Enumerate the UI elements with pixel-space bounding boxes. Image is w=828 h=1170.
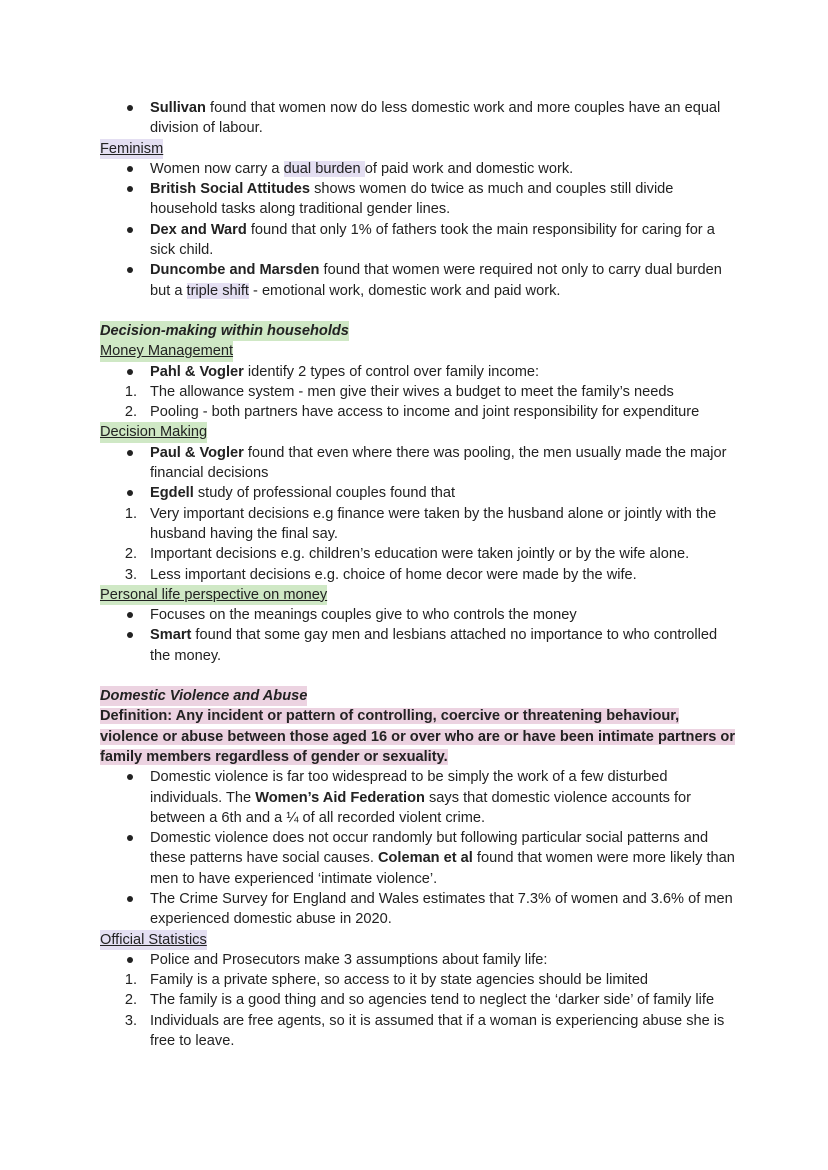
official-list [100, 950, 740, 970]
definition-text: Definition: Any incident or pattern of controlling, coercive or threatening behaviour, violence or abuse between those aged 16 or over who are or have been intimate partners or family members regardless of gender or sexuality. [100, 708, 736, 765]
document-content [100, 98, 740, 1051]
bold-term: Smart [150, 627, 192, 644]
decision-making-title: Decision-making within households [100, 321, 349, 341]
list-item [100, 950, 740, 970]
bullet-list [100, 98, 740, 139]
list-item [100, 260, 740, 301]
item-text: Focuses on the meanings couples give to who controls the money [150, 607, 577, 624]
numbered-item [100, 402, 740, 422]
item-text: Pooling - both partners have access to income and joint responsibility for expenditure [150, 404, 700, 421]
list-item [100, 767, 740, 828]
item-text: identify 2 types of control over family income: [243, 363, 540, 380]
item-number: 2. [124, 404, 137, 421]
personal-list [100, 605, 740, 666]
numbered-item [100, 970, 740, 990]
bold-term: Egdell [150, 485, 194, 502]
item-text: The Crime Survey for England and Wales estimates that 7.3% of women and 3.6% of men experienced domestic abuse in 2020. [150, 890, 733, 928]
numbered-item [100, 990, 740, 1010]
list-item [100, 220, 740, 261]
item-text: found that women were more likely than men to have experienced ‘intimate violence’. [150, 850, 735, 887]
item-number: 1. [124, 972, 137, 989]
item-text: says that domestic violence accounts for between a 6th and a ¼ of all recorded violent crime. [150, 789, 692, 826]
item-text: The family is a good thing and so agencies tend to neglect the ‘darker side’ of family life [150, 992, 715, 1009]
decision-list [100, 443, 740, 504]
bold-term: Duncombe and Marsden [150, 262, 320, 279]
list-item [100, 362, 740, 382]
numbered-item [100, 565, 740, 585]
item-text: found that women now do less domestic work and more couples have an equal division of labour. [150, 100, 721, 137]
item-text: found that some gay men and lesbians attached no importance to who controlled the money. [150, 627, 718, 664]
item-text: study of professional couples found that [193, 485, 456, 502]
item-number: 2. [124, 992, 137, 1009]
item-text: Domestic violence does not occur randomly but following particular social patterns and these patterns have social causes. [150, 830, 709, 867]
bold-term: Pahl & Vogler [150, 363, 244, 380]
decision-making-heading: Decision Making [100, 422, 207, 442]
bold-term: Coleman et al [377, 850, 473, 867]
item-text: Domestic violence is far too widespread to be simply the work of a few disturbed individuals. The [150, 769, 668, 806]
item-text: Family is a private sphere, so access to it by state agencies should be limited [150, 972, 649, 989]
money-numbered-list [100, 382, 740, 423]
feminism-heading: Feminism [100, 139, 163, 159]
item-text: found that even where there was pooling, the men usually made the major financial decisions [150, 444, 727, 482]
list-item [100, 159, 740, 179]
bold-term: Sullivan [150, 100, 206, 116]
list-item [100, 605, 740, 625]
list-item [100, 483, 740, 503]
item-text: shows women do twice as much and couples still divide household tasks along traditional gender lines. [150, 181, 674, 218]
item-text: Individuals are free agents, so it is assumed that if a woman is experiencing abuse she is free to leave. [150, 1012, 725, 1050]
numbered-item [100, 1011, 740, 1052]
official-numbered-list [100, 970, 740, 1051]
definition-block [100, 706, 740, 767]
money-management-heading: Money Management [100, 341, 233, 361]
money-list [100, 362, 740, 382]
item-number: 3. [124, 1012, 137, 1029]
item-number: 3. [124, 566, 137, 583]
highlighted-term: triple shift [186, 282, 249, 299]
item-text: found that only 1% of fathers took the main responsibility for caring for a sick child. [150, 221, 715, 259]
personal-life-heading: Personal life perspective on money [100, 585, 327, 605]
item-text: Less important decisions e.g. choice of home decor were made by the wife. [150, 566, 637, 583]
item-number: 1. [124, 505, 137, 522]
list-item [100, 98, 740, 139]
feminism-list [100, 159, 740, 301]
official-statistics-heading: Official Statistics [100, 930, 207, 950]
bold-term: Paul & Vogler [150, 444, 244, 461]
decision-numbered-list [100, 504, 740, 585]
list-item [100, 889, 740, 930]
item-number: 2. [124, 546, 137, 563]
item-text: Very important decisions e.g finance were taken by the husband alone or jointly with the husband having the final say. [150, 505, 717, 542]
bold-term: British Social Attitudes [150, 181, 311, 198]
numbered-item [100, 544, 740, 564]
numbered-item [100, 382, 740, 402]
item-number: 1. [124, 383, 137, 400]
item-text: The allowance system - men give their wives a budget to meet the family’s needs [150, 383, 674, 400]
bold-term: Women’s Aid Federation [255, 789, 425, 806]
numbered-item [100, 504, 740, 545]
bold-term: Dex and Ward [150, 221, 247, 238]
item-text: Important decisions e.g. children’s education were taken jointly or by the wife alone. [150, 546, 690, 563]
item-text: Police and Prosecutors make 3 assumptions about family life: [150, 951, 548, 968]
dv-list [100, 767, 740, 929]
domestic-violence-title: Domestic Violence and Abuse [100, 686, 307, 706]
item-text: - emotional work, domestic work and paid work. [248, 282, 561, 299]
list-item [100, 625, 740, 666]
item-text: found that women were required not only to carry dual burden but a [150, 262, 722, 299]
list-item [100, 443, 740, 484]
list-item [100, 179, 740, 220]
item-text: Women now carry a [150, 160, 284, 177]
highlighted-term: dual burden [283, 160, 365, 177]
item-text: of paid work and domestic work. [364, 160, 574, 177]
list-item [100, 828, 740, 889]
